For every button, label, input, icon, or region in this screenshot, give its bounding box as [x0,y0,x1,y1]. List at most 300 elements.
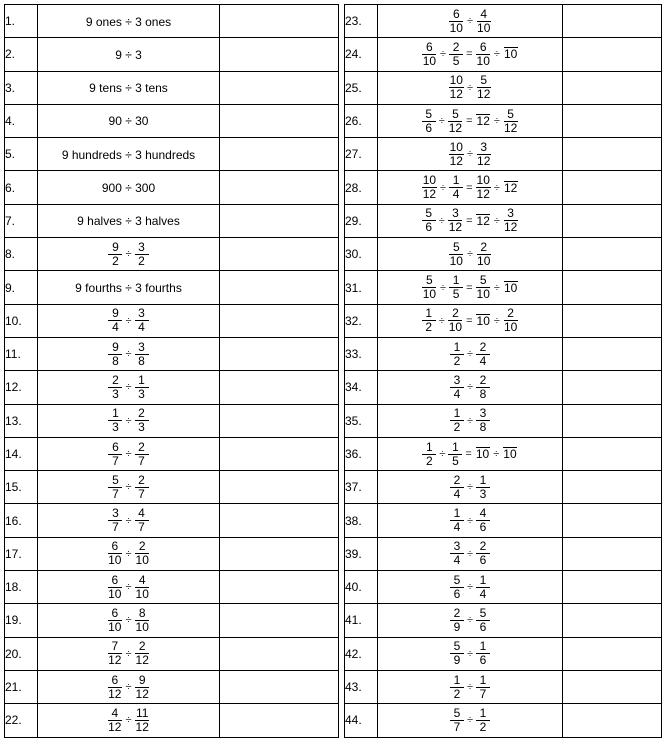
fraction-denominator: 2 [453,353,461,368]
problem-row [5,138,339,171]
fraction-numerator: 1 [448,441,462,455]
fraction-numerator: 5 [448,108,462,122]
problem-number: 29. [345,204,378,237]
answer-cell[interactable] [563,104,662,137]
fraction [476,607,490,634]
fraction-denominator: 10 [108,586,122,601]
problem-expression [378,104,563,137]
fraction-numerator: 1 [476,707,490,721]
answer-cell[interactable] [563,471,662,504]
fraction [476,574,490,601]
division-sign: ÷ [466,681,474,694]
fraction [476,314,491,328]
problem-expression [38,437,220,470]
equals-sign: = [465,448,472,460]
answer-cell[interactable] [563,404,662,437]
fraction-numerator: 1 [449,174,463,188]
fraction [476,341,490,368]
fraction-numerator: 3 [135,341,149,355]
problem-row [345,537,662,570]
fraction [450,674,464,701]
answer-cell[interactable] [220,670,339,703]
division-sign: ÷ [466,81,474,94]
fraction [108,241,122,268]
fraction-denominator: 12 [422,187,437,202]
fraction-numerator: 1 [449,274,463,288]
fraction [502,447,517,461]
division-sign: ÷ [440,281,447,294]
fraction-denominator: 2 [425,320,433,335]
division-sign: ÷ [466,148,474,161]
fraction [448,108,463,135]
fraction-numerator: 10 [476,173,490,188]
division-sign: ÷ [438,115,445,128]
problem-row [345,138,662,171]
fraction-denominator: 3 [138,386,145,401]
fraction-numerator: 5 [450,574,464,588]
fraction-numerator: 1 [422,307,436,321]
fraction-denominator: 2 [112,253,119,268]
fraction [135,374,149,401]
fraction-denominator: 4 [452,187,460,202]
fraction [450,707,464,734]
fraction-numerator: 2 [135,540,149,554]
problem-expression [38,337,220,370]
fraction [476,474,490,501]
fraction-numerator: 6 [108,607,122,621]
fraction-denominator: 6 [425,220,433,235]
problem-number: 9. [5,271,38,304]
problem-row [345,571,662,604]
fraction-denominator: 12 [135,719,149,734]
fraction-numerator: 6 [108,574,122,588]
fraction [108,474,122,501]
division-sign: ÷ [466,547,474,560]
fraction-denominator: 8 [112,353,119,368]
division-sign: ÷ [125,381,132,394]
fraction [108,374,122,401]
fraction [503,47,518,61]
fraction-denominator: 12 [503,120,518,135]
fraction-denominator: 7 [138,520,145,535]
fraction-numerator: 6 [108,674,122,688]
fraction [450,540,464,567]
fraction-denominator: 10 [503,320,518,335]
fraction-numerator: 5 [449,241,463,255]
problem-number: 44. [345,704,378,737]
answer-cell[interactable] [563,171,662,204]
fraction-denominator: 8 [138,353,145,368]
answer-cell[interactable] [220,337,339,370]
answer-cell[interactable] [220,437,339,470]
problem-expression [38,204,220,237]
answer-cell[interactable] [220,38,339,71]
problem-row [345,637,662,670]
problem-number: 1. [5,5,38,38]
answer-cell[interactable] [220,604,339,637]
answer-cell[interactable] [563,537,662,570]
right-problem-table [344,4,662,738]
problem-number: 6. [5,171,38,204]
fraction [107,607,122,634]
answer-cell[interactable] [220,404,339,437]
fraction-numerator: 3 [477,141,491,155]
problem-expression [38,471,220,504]
problem-number: 30. [345,238,378,271]
division-sign: ÷ [466,414,474,427]
fraction-denominator: 5 [452,287,460,302]
fraction-denominator: 3 [479,486,487,501]
problem-row [345,604,662,637]
fraction-denominator: 12 [449,87,463,102]
fraction [108,407,122,434]
fraction-denominator: 6 [479,553,487,568]
problem-number: 14. [5,437,38,470]
problem-row [345,104,662,137]
fraction [450,640,464,667]
fraction-numerator: 5 [476,274,490,288]
division-sign: ÷ [439,448,446,460]
fraction-numerator: 4 [135,507,149,521]
fraction [476,174,491,201]
fraction-numerator: 3 [108,507,122,521]
problem-row [345,670,662,703]
fraction-numerator: 1 [450,407,464,421]
answer-cell[interactable] [220,204,339,237]
fraction-numerator: 3 [448,207,462,221]
problem-expression [378,238,563,271]
fraction-numerator: 6 [449,8,463,22]
problem-expression [38,104,220,137]
division-sign: ÷ [125,448,132,460]
fraction-denominator: 6 [479,653,487,668]
problem-number: 37. [345,471,378,504]
fraction-denominator: 12 [476,187,490,202]
problem-expression [38,637,220,670]
fraction [476,41,491,68]
problem-row [5,371,339,404]
fraction-denominator: 12 [135,653,149,668]
equals-sign: = [466,115,473,128]
answer-cell[interactable] [563,271,662,304]
answer-cell[interactable] [563,71,662,104]
answer-cell[interactable] [563,5,662,38]
fraction [107,707,122,734]
answer-cell[interactable] [220,104,339,137]
fraction-numerator: 5 [422,108,436,122]
left-problem-table [4,4,339,738]
problem-number: 26. [345,104,378,137]
problem-expression [38,604,220,637]
problem-number: 4. [5,104,38,137]
division-sign: ÷ [125,614,132,627]
answer-cell[interactable] [563,704,662,737]
fraction-denominator: 12 [503,180,518,195]
problem-number: 33. [345,337,378,370]
problem-expression [378,171,563,204]
fraction [135,341,149,368]
answer-cell[interactable] [220,471,339,504]
fraction-numerator: 5 [504,108,518,122]
fraction [108,507,122,534]
fraction-denominator: 10 [476,287,490,302]
fraction [135,474,149,501]
division-sign: ÷ [466,614,474,627]
fraction-numerator: 2 [450,607,464,621]
problem-number: 43. [345,670,378,703]
right-problem-rows [345,5,662,738]
fraction [450,407,464,434]
equals-sign: = [466,281,473,294]
answer-cell[interactable] [220,138,339,171]
answer-cell[interactable] [220,371,339,404]
problem-row [5,471,339,504]
fraction-numerator: 2 [135,407,149,421]
fraction-denominator: 10 [449,20,463,35]
problem-number: 20. [5,637,38,670]
fraction-denominator: 10 [135,619,149,634]
answer-cell[interactable] [220,271,339,304]
answer-cell[interactable] [563,437,662,470]
fraction [476,114,491,128]
problem-number: 8. [5,238,38,271]
fraction-denominator: 3 [138,420,145,435]
fraction-denominator: 8 [479,386,487,401]
fraction [503,307,518,334]
fraction [135,607,150,634]
fraction-denominator: 4 [138,320,145,335]
problem-expression [38,5,220,38]
problem-number: 12. [5,371,38,404]
problem-number: 11. [5,337,38,370]
problem-number: 7. [5,204,38,237]
problem-text: 90 ÷ 30 [108,114,149,129]
division-sign: ÷ [466,581,474,594]
fraction-denominator: 7 [112,520,119,535]
fraction-numerator: 3 [450,540,464,554]
problem-expression [378,604,563,637]
problem-expression [378,138,563,171]
problem-row [5,238,339,271]
division-sign: ÷ [466,647,474,660]
fraction-denominator: 10 [108,553,122,568]
answer-cell[interactable] [563,637,662,670]
fraction-denominator: 12 [108,653,122,668]
answer-cell[interactable] [563,504,662,537]
division-sign: ÷ [125,348,132,361]
fraction [476,74,491,101]
problem-row [5,670,339,703]
fraction-numerator: 2 [504,307,518,321]
answer-cell[interactable] [220,504,339,537]
problem-number: 40. [345,571,378,604]
fraction [449,74,464,101]
fraction-numerator: 6 [476,41,490,55]
answer-cell[interactable] [563,337,662,370]
problem-row [5,571,339,604]
fraction-denominator: 6 [479,619,487,634]
fraction [448,441,462,468]
answer-cell[interactable] [220,71,339,104]
fraction [107,674,122,701]
problem-expression [378,337,563,370]
fraction-numerator: 3 [504,207,518,221]
fraction-denominator: 4 [453,553,461,568]
fraction-denominator: 7 [479,686,487,701]
problem-row [345,5,662,38]
problem-row [5,38,339,71]
problem-number: 24. [345,38,378,71]
fraction [108,341,122,368]
answer-cell[interactable] [563,38,662,71]
fraction-denominator: 10 [422,287,437,302]
answer-cell[interactable] [563,571,662,604]
answer-cell[interactable] [220,637,339,670]
answer-cell[interactable] [220,704,339,737]
fraction-denominator: 6 [453,586,461,601]
fraction-numerator: 2 [135,640,149,654]
fraction-numerator: 1 [476,474,490,488]
fraction [135,640,150,667]
answer-cell[interactable] [563,670,662,703]
fraction [476,374,490,401]
fraction [450,574,464,601]
answer-cell[interactable] [220,238,339,271]
equals-sign: = [466,214,473,227]
fraction-numerator: 9 [108,241,122,255]
answer-cell[interactable] [563,238,662,271]
fraction-numerator: 5 [476,607,490,621]
problem-row [5,604,339,637]
fraction [108,441,122,468]
fraction [476,707,490,734]
fraction-denominator: 12 [477,153,491,168]
fraction [422,207,436,234]
fraction [135,407,149,434]
division-sign: ÷ [438,214,445,227]
fraction-denominator: 10 [477,20,491,35]
fraction-numerator: 10 [449,73,463,88]
problem-expression [38,171,220,204]
answer-cell[interactable] [563,138,662,171]
problem-expression [38,271,220,304]
fraction-numerator: 4 [108,707,122,721]
problem-expression [378,704,563,737]
fraction [422,174,437,201]
fraction [135,540,150,567]
fraction [449,8,464,35]
fraction-denominator: 10 [108,619,122,634]
fraction-denominator: 2 [479,719,487,734]
answer-cell[interactable] [220,171,339,204]
problem-expression [38,238,220,271]
fraction [422,307,436,334]
division-sign: ÷ [466,481,474,494]
fraction-numerator: 5 [450,707,464,721]
problem-expression [38,537,220,570]
division-sign: ÷ [440,48,447,61]
problem-text: 9 halves ÷ 3 halves [77,214,180,229]
division-sign: ÷ [125,481,132,494]
fraction-denominator: 9 [453,653,461,668]
problem-row [345,204,662,237]
answer-cell[interactable] [220,5,339,38]
problem-expression [38,670,220,703]
problem-text: 9 fourths ÷ 3 fourths [75,280,182,295]
division-sign: ÷ [493,181,500,194]
fraction-numerator: 9 [108,307,122,321]
problem-row [5,71,339,104]
fraction-numerator: 2 [108,374,122,388]
answer-cell[interactable] [563,204,662,237]
fraction-denominator: 7 [112,486,119,501]
fraction-numerator: 11 [135,705,149,720]
fraction-denominator: 2 [453,420,461,435]
problem-number: 21. [5,670,38,703]
division-sign: ÷ [466,714,474,727]
fraction-denominator: 6 [425,120,433,135]
problem-number: 16. [5,504,38,537]
problem-expression [378,38,563,71]
problem-expression [378,371,563,404]
answer-cell[interactable] [220,571,339,604]
fraction-numerator: 6 [108,540,122,554]
fraction-denominator: 12 [476,114,490,129]
problem-expression [378,5,563,38]
fraction-numerator: 5 [108,474,122,488]
fraction-denominator: 5 [452,453,459,468]
fraction [448,307,463,334]
fraction-numerator: 1 [476,640,490,654]
answer-cell[interactable] [563,371,662,404]
problem-expression [38,304,220,337]
fraction-numerator: 6 [108,441,122,455]
problem-expression [378,504,563,537]
fraction-numerator: 1 [450,341,464,355]
fraction [476,640,490,667]
problem-expression [38,138,220,171]
fraction-denominator: 12 [503,220,518,235]
problem-row [5,304,339,337]
problem-expression [38,404,220,437]
fraction-denominator: 10 [476,53,490,68]
problem-row [345,404,662,437]
division-sign: ÷ [125,581,132,594]
problem-row [5,404,339,437]
fraction-denominator: 4 [453,520,461,535]
fraction [135,574,150,601]
problem-row [345,337,662,370]
fraction-numerator: 3 [450,374,464,388]
answer-cell[interactable] [563,304,662,337]
fraction-numerator: 3 [476,407,490,421]
division-sign: ÷ [125,681,132,694]
problem-text: 9 tens ÷ 3 tens [89,81,168,96]
division-sign: ÷ [493,115,500,128]
fraction-denominator: 4 [479,586,487,601]
fraction [422,441,436,468]
fraction [476,274,491,301]
fraction-numerator: 2 [476,374,490,388]
fraction-numerator: 2 [449,41,463,55]
answer-cell[interactable] [220,537,339,570]
fraction-denominator: 2 [138,253,145,268]
fraction [422,41,437,68]
answer-cell[interactable] [563,604,662,637]
answer-cell[interactable] [220,304,339,337]
fraction-denominator: 9 [453,619,461,634]
problem-number: 2. [5,38,38,71]
